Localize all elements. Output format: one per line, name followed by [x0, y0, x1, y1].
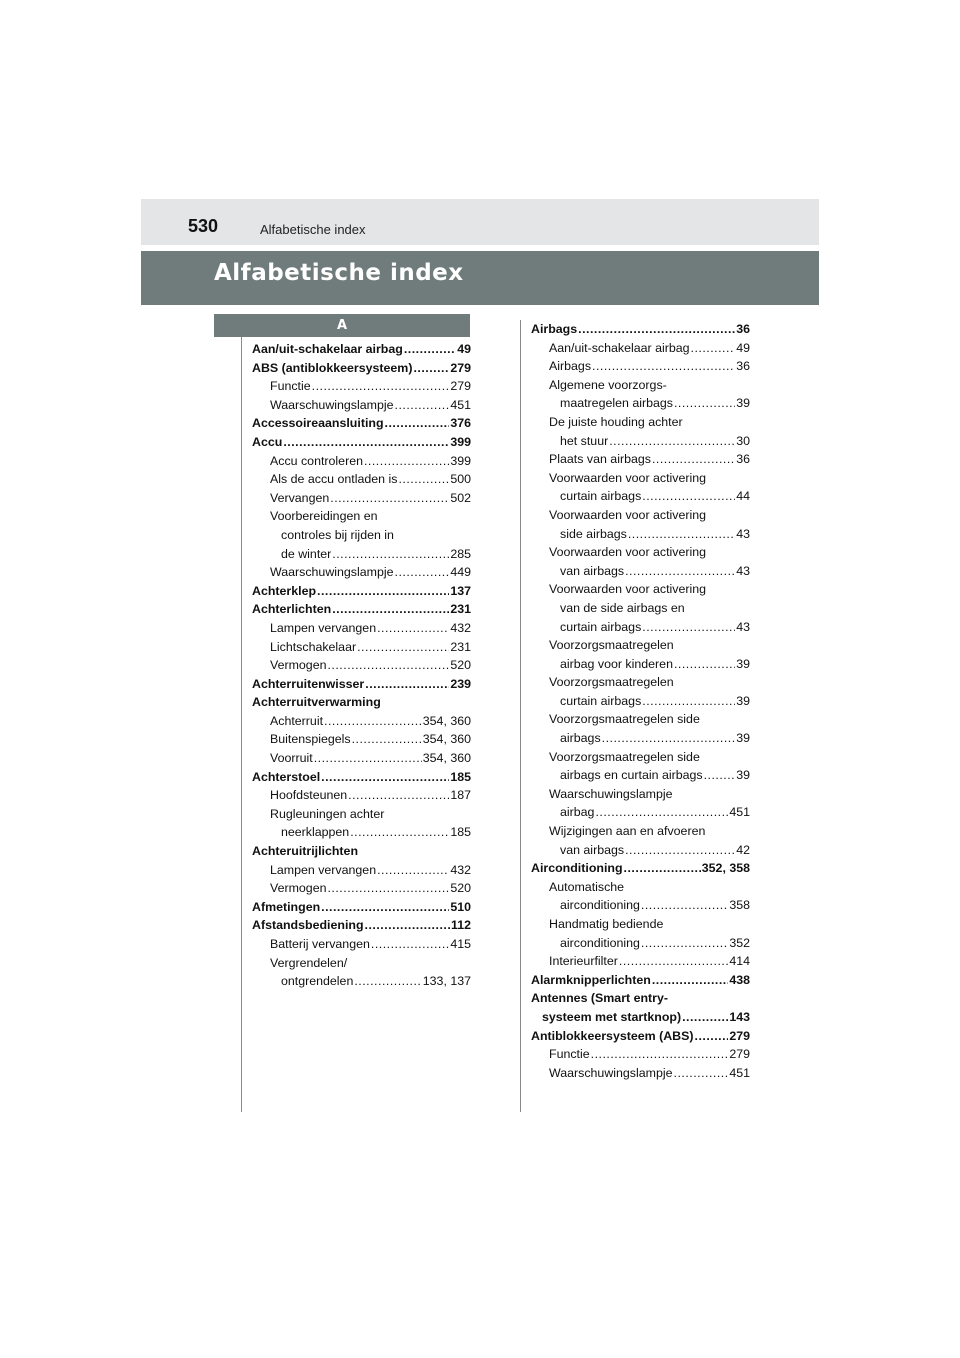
index-entry: [252, 470, 471, 489]
index-entry-text: Vermogen: [270, 881, 327, 896]
index-entry: [252, 396, 471, 415]
index-entry-page: 43: [736, 563, 750, 578]
index-entry-text: Voorruit: [270, 751, 313, 766]
index-entry: [252, 879, 471, 898]
index-entry-text: Lichtschakelaar: [270, 639, 357, 654]
index-entry: [252, 749, 471, 768]
index-entry-text: Aan/uit-schakelaar airbag: [549, 340, 690, 355]
index-entry: [252, 340, 471, 359]
index-entry: [252, 619, 471, 638]
index-entry-page: 414: [729, 954, 750, 969]
index-entry-page: 352, 358: [701, 861, 750, 876]
index-entry-text: Functie: [270, 379, 311, 394]
index-entry-text: Rugleuningen achter: [270, 806, 385, 821]
index-entry-text: controles bij rijden in: [281, 527, 394, 542]
index-entry: [252, 842, 471, 861]
index-entry-text: Airbags: [549, 359, 592, 374]
index-entry-text: Airconditioning: [531, 861, 623, 876]
index-column-right: [531, 320, 750, 1082]
index-entry-page: 112: [451, 918, 471, 933]
index-entry-page: 39: [736, 396, 750, 411]
index-entry: [252, 861, 471, 880]
index-entry-page: 376: [450, 416, 471, 431]
index-entry: [531, 469, 750, 506]
index-entry: [252, 433, 471, 452]
index-entry: [252, 916, 471, 935]
index-entry-text: Handmatig bediende: [549, 917, 664, 931]
index-entry: [252, 656, 471, 675]
index-entry-page: 520: [450, 658, 471, 673]
index-entry: [531, 1064, 750, 1083]
index-entry: [252, 768, 471, 787]
index-entry: [531, 971, 750, 990]
dot-leader: [321, 898, 449, 917]
index-entry-text: side airbags: [560, 526, 627, 541]
index-entry: [252, 730, 471, 749]
dot-leader: [398, 470, 449, 489]
page-number: 530: [188, 216, 219, 236]
index-column-left: [252, 340, 471, 991]
index-entry: [252, 638, 471, 657]
index-entry: [531, 952, 750, 971]
dot-leader: [704, 766, 736, 785]
dot-leader: [591, 1045, 729, 1064]
dot-leader: [385, 414, 450, 433]
index-entry: [252, 712, 471, 731]
dot-leader: [652, 971, 729, 990]
index-entry: [531, 450, 750, 469]
dot-leader: [377, 861, 449, 880]
index-entry: [252, 377, 471, 396]
dot-leader: [327, 879, 449, 898]
index-entry-text: het stuur: [560, 433, 609, 448]
letter-header: A: [214, 314, 470, 337]
index-entry-text: Voorzorgsmaatregelen side: [549, 712, 700, 727]
dot-leader: [619, 952, 728, 971]
dot-leader: [395, 563, 450, 582]
index-entry: [531, 320, 750, 339]
index-entry-text: Vergrendelen/: [270, 955, 348, 970]
dot-leader: [642, 487, 735, 506]
index-entry: [252, 563, 471, 582]
index-entry: [252, 898, 471, 917]
index-entry-text: curtain airbags: [560, 693, 642, 708]
index-entry-text: Als de accu ontladen is: [270, 472, 398, 487]
index-entry-text: Algemene voorzorgs-: [549, 377, 667, 392]
index-entry-text: curtain airbags: [560, 489, 642, 504]
dot-leader: [642, 692, 735, 711]
index-entry-text: Antiblokkeersysteem (ABS): [531, 1028, 694, 1043]
index-entry-text: airconditioning: [560, 935, 640, 950]
dot-leader: [404, 340, 456, 359]
index-entry-text: Waarschuwingslampje: [549, 1065, 673, 1080]
index-entry-text: ontgrendelen: [281, 974, 354, 989]
index-entry-text: Voorzorgsmaatregelen: [549, 675, 674, 690]
index-entry-page: 49: [736, 340, 750, 355]
dot-leader: [625, 562, 735, 581]
index-entry-page: 399: [450, 453, 471, 468]
index-entry-text: De juiste houding achter: [549, 414, 683, 429]
index-entry-page: 137: [450, 583, 471, 598]
index-entry-text: airbags: [560, 731, 601, 746]
index-entry: [252, 693, 471, 712]
index-entry-text: Afstandsbediening: [252, 918, 364, 933]
index-entry-text: Batterij vervangen: [270, 937, 370, 951]
index-entry-page: 42: [736, 842, 750, 857]
index-entry-text: Waarschuwingslampje: [270, 397, 394, 412]
index-entry-page: 500: [450, 472, 471, 487]
index-entry-page: 279: [450, 379, 471, 394]
dot-leader: [377, 619, 449, 638]
index-entry-page: 30: [736, 433, 750, 448]
index-entry: [531, 339, 750, 358]
index-entry-text: Accessoireaansluiting: [252, 416, 384, 431]
index-entry-text: Waarschuwingslampje: [549, 786, 673, 801]
index-entry-page: 279: [450, 360, 471, 375]
index-entry-text: airbag: [560, 805, 595, 820]
dot-leader: [312, 377, 450, 396]
index-entry-text: Achterstoel: [252, 769, 321, 784]
dot-leader: [327, 656, 449, 675]
index-entry: [531, 822, 750, 859]
index-entry-text: Afmetingen: [252, 899, 321, 914]
index-entry: [531, 636, 750, 673]
header-bar: [141, 199, 819, 245]
index-entry-text: Achterruitenwisser: [252, 676, 365, 691]
index-entry-text: systeem met startknop): [542, 1009, 682, 1024]
index-entry: [531, 543, 750, 580]
index-entry-text: airbag voor kinderen: [560, 656, 673, 671]
dot-leader: [371, 935, 449, 954]
dot-leader: [348, 786, 449, 805]
index-entry-text: Airbags: [531, 322, 578, 336]
dot-leader: [324, 712, 422, 731]
dot-leader: [625, 841, 735, 860]
index-entry-page: 185: [450, 769, 471, 784]
dot-leader: [691, 339, 736, 358]
index-entry: [252, 582, 471, 601]
dot-leader: [624, 859, 701, 878]
dot-leader: [578, 320, 735, 339]
dot-leader: [695, 1027, 729, 1046]
dot-leader: [330, 489, 449, 508]
index-entry-text: Achterlichten: [252, 602, 332, 617]
index-entry-page: 44: [736, 489, 750, 504]
index-entry-page: 36: [736, 322, 750, 336]
dot-leader: [674, 1064, 729, 1083]
dot-leader: [602, 729, 736, 748]
dot-leader: [652, 450, 735, 469]
index-entry-text: Voorwaarden voor activering: [549, 545, 707, 560]
dot-leader: [365, 675, 449, 694]
index-entry-page: 36: [736, 452, 750, 467]
index-entry-page: 352: [729, 935, 750, 950]
index-entry-page: 399: [450, 434, 471, 449]
index-entry-page: 451: [729, 805, 750, 820]
index-entry-text: Accu controleren: [270, 453, 363, 468]
index-entry-text: Voorwaarden voor activering: [549, 507, 707, 522]
index-entry: [252, 600, 471, 619]
dot-leader: [682, 1008, 728, 1027]
index-entry-text: Voorzorgsmaatregelen: [549, 638, 674, 653]
index-entry-page: 449: [450, 565, 471, 580]
dot-leader: [350, 823, 449, 842]
index-entry: [531, 413, 750, 450]
index-entry: [531, 878, 750, 915]
index-entry-text: ABS (antiblokkeersysteem): [252, 360, 413, 375]
index-entry-page: 187: [450, 788, 471, 803]
index-entry-text: Interieurfilter: [549, 954, 618, 969]
index-entry-page: 133, 137: [422, 974, 471, 989]
index-entry: [252, 675, 471, 694]
dot-leader: [595, 803, 728, 822]
index-entry: [252, 359, 471, 378]
index-entry-page: 143: [729, 1009, 750, 1024]
index-entry-text: Waarschuwingslampje: [270, 565, 394, 580]
index-entry-page: 279: [729, 1028, 750, 1043]
index-entry-page: 354, 360: [422, 713, 471, 728]
index-entry-text: Buitenspiegels: [270, 732, 351, 747]
dot-leader: [674, 394, 735, 413]
dot-leader: [674, 655, 735, 674]
header-section-title: Alfabetische index: [260, 222, 366, 237]
index-entry-page: 231: [450, 602, 471, 617]
index-entry-text: van de side airbags en: [560, 600, 685, 615]
index-entry-page: 279: [729, 1047, 750, 1062]
index-entry: [252, 954, 471, 991]
dot-leader: [354, 972, 421, 991]
index-entry-text: Aan/uit-schakelaar airbag: [252, 342, 403, 356]
index-entry-text: Functie: [549, 1047, 590, 1062]
index-entry: [531, 989, 750, 1026]
index-entry-page: 39: [736, 731, 750, 746]
index-entry-text: de winter: [281, 546, 332, 561]
dot-leader: [317, 582, 449, 601]
index-entry-page: 415: [450, 937, 471, 951]
index-entry-page: 354, 360: [422, 732, 471, 747]
index-entry-page: 358: [729, 898, 750, 913]
dot-leader: [365, 916, 450, 935]
index-entry-page: 432: [450, 620, 471, 635]
dot-leader: [357, 638, 449, 657]
index-entry-page: 239: [450, 676, 471, 691]
index-entry-page: 432: [450, 862, 471, 877]
index-entry-text: Lampen vervangen: [270, 620, 377, 635]
index-entry-text: curtain airbags: [560, 619, 642, 634]
index-entry: [531, 859, 750, 878]
index-entry: [252, 786, 471, 805]
dot-leader: [395, 396, 450, 415]
index-entry-text: airconditioning: [560, 898, 640, 913]
dot-leader: [413, 359, 449, 378]
index-entry: [531, 580, 750, 636]
dot-leader: [364, 452, 449, 471]
index-entry-text: Automatische: [549, 879, 625, 894]
index-entry-text: Voorwaarden voor activering: [549, 582, 707, 597]
index-entry-text: Vermogen: [270, 658, 327, 673]
index-entry-text: Wijzigingen aan en afvoeren: [549, 824, 706, 839]
dot-leader: [352, 730, 422, 749]
index-entry-page: 43: [736, 526, 750, 541]
index-entry-text: Achterklep: [252, 583, 317, 598]
index-entry-text: van airbags: [560, 842, 625, 857]
index-entry: [252, 452, 471, 471]
index-entry: [531, 357, 750, 376]
index-entry-text: Achterruit: [270, 713, 324, 728]
index-entry-text: Voorbereidingen en: [270, 509, 378, 524]
index-entry: [252, 935, 471, 954]
index-entry: [531, 748, 750, 785]
index-entry-page: 39: [736, 693, 750, 708]
index-entry: [252, 507, 471, 563]
column-divider-right: [520, 320, 521, 1112]
index-entry: [531, 1045, 750, 1064]
dot-leader: [332, 600, 449, 619]
index-entry-page: 510: [450, 899, 471, 914]
index-entry: [531, 710, 750, 747]
dot-leader: [592, 357, 735, 376]
page-title: Alfabetische index: [214, 260, 464, 286]
index-entry-page: 438: [729, 972, 750, 987]
dot-leader: [642, 618, 735, 637]
index-entry-page: 231: [450, 639, 471, 654]
index-entry: [531, 785, 750, 822]
index-entry: [531, 376, 750, 413]
index-entry-page: 39: [736, 768, 750, 783]
index-entry-text: Voorwaarden voor activering: [549, 470, 707, 485]
index-entry: [531, 506, 750, 543]
index-entry: [531, 1027, 750, 1046]
index-entry-text: van airbags: [560, 563, 625, 578]
index-entry-text: Voorzorgsmaatregelen side: [549, 749, 700, 764]
index-entry-text: Achterruitverwarming: [252, 695, 381, 710]
index-entry-page: 451: [729, 1065, 750, 1080]
index-entry-page: 49: [457, 342, 471, 356]
index-entry-text: Vervangen: [270, 490, 330, 505]
index-entry-page: 185: [450, 825, 471, 840]
index-entry-text: Lampen vervangen: [270, 862, 377, 877]
index-entry-text: airbags en curtain airbags: [560, 768, 703, 783]
dot-leader: [283, 433, 449, 452]
dot-leader: [314, 749, 422, 768]
dot-leader: [628, 525, 735, 544]
index-entry: [252, 414, 471, 433]
index-entry-page: 354, 360: [422, 751, 471, 766]
index-entry-text: neerklappen: [281, 825, 350, 840]
index-entry-page: 520: [450, 881, 471, 896]
dot-leader: [641, 896, 728, 915]
dot-leader: [321, 768, 449, 787]
column-divider-left: [241, 337, 242, 1112]
index-entry-text: Hoofdsteunen: [270, 788, 348, 803]
index-entry-text: Antennes (Smart entry-: [531, 991, 669, 1006]
index-entry-text: Plaats van airbags: [549, 452, 651, 467]
index-entry-page: 451: [450, 397, 471, 412]
index-entry-page: 36: [736, 359, 750, 374]
dot-leader: [641, 934, 728, 953]
dot-leader: [609, 432, 735, 451]
index-entry-page: 43: [736, 619, 750, 634]
index-entry-text: Alarmknipperlichten: [531, 972, 651, 987]
index-entry-page: 502: [450, 490, 471, 505]
index-entry: [531, 915, 750, 952]
index-entry: [252, 805, 471, 842]
index-entry-text: maatregelen airbags: [560, 396, 673, 411]
dot-leader: [332, 545, 449, 564]
index-entry-page: 39: [736, 656, 750, 671]
index-entry: [252, 489, 471, 508]
index-entry-page: 285: [450, 546, 471, 561]
index-entry-text: Achteruitrijlichten: [252, 844, 359, 859]
index-entry: [531, 673, 750, 710]
index-entry-text: Accu: [252, 434, 283, 449]
